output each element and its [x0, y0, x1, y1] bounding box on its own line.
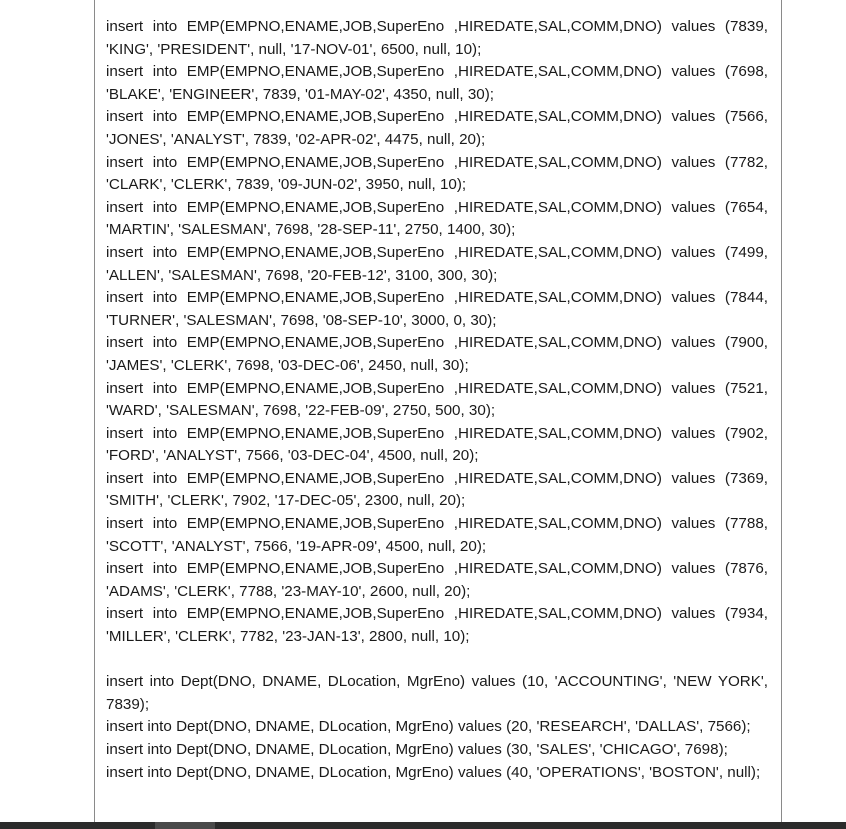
emp-insert-statement: insert into EMP(EMPNO,ENAME,JOB,SuperEno ,HIREDATE,SAL,COMM,DNO) values (7788, 'SCOTT', 'ANALYST', 7566, '19-APR-09', 4500, null, 20); — [106, 515, 768, 555]
emp-insert-statement: insert into EMP(EMPNO,ENAME,JOB,SuperEno ,HIREDATE,SAL,COMM,DNO) values (7844, 'TURNER', 'SALESMAN', 7698, '08-SEP-10', 3000, 0, 30); — [106, 289, 768, 329]
emp-insert-statement: insert into EMP(EMPNO,ENAME,JOB,SuperEno ,HIREDATE,SAL,COMM,DNO) values (7902, 'FORD', 'ANALYST', 7566, '03-DEC-04', 4500, null, 20); — [106, 424, 768, 465]
emp-insert-statement: insert into EMP(EMPNO,ENAME,JOB,SuperEno ,HIREDATE,SAL,COMM,DNO) values (7782, 'CLARK', 'CLERK', 7839, '09-JUN-02', 3950, null, 10); — [106, 153, 768, 194]
emp-insert-statement: insert into EMP(EMPNO,ENAME,JOB,SuperEno ,HIREDATE,SAL,COMM,DNO) values (7698, 'BLAKE', 'ENGINEER', 7839, '01-MAY-02', 4350, null, 30); — [106, 63, 768, 103]
dept-insert-statement: insert into Dept(DNO, DNAME, DLocation, MgrEno) values (20, 'RESEARCH', 'DALLAS', 7566); — [106, 718, 751, 736]
emp-insert-statement: insert into EMP(EMPNO,ENAME,JOB,SuperEno ,HIREDATE,SAL,COMM,DNO) values (7521, 'WARD', 'SALESMAN', 7698, '22-FEB-09', 2750, 500, 30); — [106, 379, 768, 420]
emp-insert-statement: insert into EMP(EMPNO,ENAME,JOB,SuperEno ,HIREDATE,SAL,COMM,DNO) values (7839, 'KING', 'PRESIDENT', null, '17-NOV-01', 6500, null, 10); — [106, 18, 768, 58]
emp-insert-statement: insert into EMP(EMPNO,ENAME,JOB,SuperEno ,HIREDATE,SAL,COMM,DNO) values (7369, 'SMITH', 'CLERK', 7902, '17-DEC-05', 2300, null, 20); — [106, 469, 768, 510]
emp-insert-statement: insert into EMP(EMPNO,ENAME,JOB,SuperEno ,HIREDATE,SAL,COMM,DNO) values (7566, 'JONES', 'ANALYST', 7839, '02-APR-02', 4475, null, 20); — [106, 108, 768, 148]
emp-insert-statement: insert into EMP(EMPNO,ENAME,JOB,SuperEno ,HIREDATE,SAL,COMM,DNO) values (7654, 'MARTIN', 'SALESMAN', 7698, '28-SEP-11', 2750, 1400, 30); — [106, 198, 768, 239]
emp-insert-statement: insert into EMP(EMPNO,ENAME,JOB,SuperEno ,HIREDATE,SAL,COMM,DNO) values (7934, 'MILLER', 'CLERK', 7782, '23-JAN-13', 2800, null, 10); — [106, 605, 768, 646]
emp-insert-statement: insert into EMP(EMPNO,ENAME,JOB,SuperEno ,HIREDATE,SAL,COMM,DNO) values (7499, 'ALLEN', 'SALESMAN', 7698, '20-FEB-12', 3100, 300, 30); — [106, 243, 768, 284]
bottom-toolbar-strip — [0, 822, 846, 829]
dept-insert-block — [106, 671, 768, 784]
emp-insert-statement: insert into EMP(EMPNO,ENAME,JOB,SuperEno ,HIREDATE,SAL,COMM,DNO) values (7900, 'JAMES', 'CLERK', 7698, '03-DEC-06', 2450, null, 30); — [106, 334, 768, 374]
sql-insert-statements — [106, 16, 768, 784]
emp-insert-statement: insert into EMP(EMPNO,ENAME,JOB,SuperEno ,HIREDATE,SAL,COMM,DNO) values (7876, 'ADAMS', 'CLERK', 7788, '23-MAY-10', 2600, null, 20); — [106, 560, 768, 600]
dept-insert-statement: insert into Dept(DNO, DNAME, DLocation, MgrEno) values (30, 'SALES', 'CHICAGO', 7698); — [106, 741, 728, 758]
dept-insert-statement: insert into Dept(DNO, DNAME, DLocation, MgrEno) values (10, 'ACCOUNTING', 'NEW YORK', 7839); — [106, 673, 768, 713]
dept-insert-statement: insert into Dept(DNO, DNAME, DLocation, MgrEno) values (40, 'OPERATIONS', 'BOSTON', null); — [106, 763, 761, 781]
toolbar-segment — [155, 822, 215, 829]
emp-insert-block — [106, 16, 768, 649]
paragraph-gap — [106, 649, 768, 672]
